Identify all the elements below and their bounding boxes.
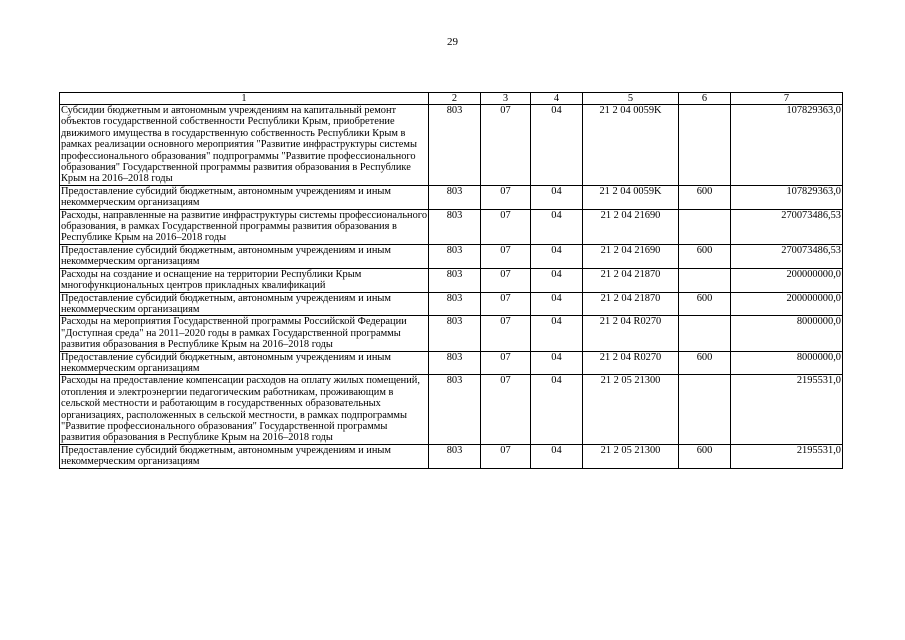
row-amount: 8000000,0	[731, 351, 843, 375]
budget-table	[59, 92, 843, 469]
row-description: Расходы на создание и оснащение на территории Республики Крым многофункциональных центров прикладных квалификаций	[60, 268, 429, 292]
row-expense-type: 600	[679, 244, 731, 268]
table-row	[60, 268, 843, 292]
row-description: Расходы на предоставление компенсации расходов на оплату жилых помещений, отопления и электроэнергии педагогическим работникам, проживающим в сельской местности и работающим в государственных образовательных организациях, расположенных в сельской местности, в рамках подпрограммы "Развитие профессионального образования" Государственной программы развития образования в Республике Крым на 2016–2018 годы	[60, 375, 429, 444]
row-section: 07	[481, 105, 531, 186]
row-section: 07	[481, 209, 531, 244]
column-header: 3	[481, 93, 531, 105]
row-amount: 2195531,0	[731, 375, 843, 444]
row-target: 21 2 04 21870	[583, 268, 679, 292]
table-row	[60, 105, 843, 186]
row-description: Расходы на мероприятия Государственной программы Российской Федерации "Доступная среда" на 2011–2020 годы в рамках Государственной программы развития образования в Республике Крым на 2016–2018 годы	[60, 316, 429, 351]
column-header: 1	[60, 93, 429, 105]
row-description: Предоставление субсидий бюджетным, автономным учреждениям и иным некоммерческим организациям	[60, 444, 429, 468]
row-target: 21 2 04 21870	[583, 292, 679, 316]
row-grbs: 803	[429, 316, 481, 351]
row-grbs: 803	[429, 185, 481, 209]
row-amount: 200000000,0	[731, 292, 843, 316]
row-target: 21 2 05 21300	[583, 375, 679, 444]
row-subsection: 04	[531, 292, 583, 316]
row-section: 07	[481, 316, 531, 351]
table-row	[60, 244, 843, 268]
row-expense-type	[679, 375, 731, 444]
row-subsection: 04	[531, 444, 583, 468]
row-subsection: 04	[531, 244, 583, 268]
row-amount: 8000000,0	[731, 316, 843, 351]
row-target: 21 2 04 0059K	[583, 105, 679, 186]
column-number-row	[60, 93, 843, 105]
table-row	[60, 375, 843, 444]
row-description: Субсидии бюджетным и автономным учреждениям на капитальный ремонт объектов государственной собственности Республики Крым, приобретение движимого имущества в государственную собственность Республики Крым в рамках реализации основного мероприятия "Развитие инфраструктуры системы профессионального образования" подпрограммы "Развитие профессионального образования" Государственной программы развития образования в Республике Крым на 2016–2018 годы	[60, 105, 429, 186]
column-header: 6	[679, 93, 731, 105]
table-row	[60, 292, 843, 316]
row-description: Расходы, направленные на развитие инфраструктуры системы профессионального образования, в рамках Государственной программы развития образования в Республике Крым на 2016–2018 годы	[61, 209, 428, 244]
row-grbs: 803	[429, 444, 481, 468]
row-target: 21 2 04 21690	[583, 209, 679, 244]
row-grbs: 803	[429, 351, 481, 375]
row-expense-type: 600	[679, 351, 731, 375]
row-subsection: 04	[531, 209, 583, 244]
row-section: 07	[481, 185, 531, 209]
row-amount: 2195531,0	[731, 444, 843, 468]
row-target: 21 2 04 21690	[583, 244, 679, 268]
column-header: 2	[429, 93, 481, 105]
row-grbs: 803	[429, 105, 481, 186]
row-subsection: 04	[531, 268, 583, 292]
row-subsection: 04	[531, 375, 583, 444]
row-section: 07	[481, 444, 531, 468]
row-section: 07	[481, 375, 531, 444]
row-target: 21 2 05 21300	[583, 444, 679, 468]
row-amount: 270073486,53	[731, 209, 843, 244]
column-header: 4	[531, 93, 583, 105]
page-number: 29	[447, 36, 458, 48]
row-grbs: 803	[429, 375, 481, 444]
row-description: Предоставление субсидий бюджетным, автономным учреждениям и иным некоммерческим организациям	[60, 292, 429, 316]
row-subsection: 04	[531, 105, 583, 186]
row-section: 07	[481, 351, 531, 375]
column-header: 5	[583, 93, 679, 105]
row-section: 07	[481, 292, 531, 316]
row-target: 21 2 04 0059K	[583, 185, 679, 209]
row-description: Предоставление субсидий бюджетным, автономным учреждениям и иным некоммерческим организациям	[60, 185, 429, 209]
column-header: 7	[731, 93, 843, 105]
table-row	[60, 351, 843, 375]
row-target: 21 2 04 R0270	[583, 351, 679, 375]
row-subsection: 04	[531, 316, 583, 351]
row-expense-type	[679, 105, 731, 186]
row-expense-type: 600	[679, 444, 731, 468]
row-subsection: 04	[531, 351, 583, 375]
row-expense-type	[679, 316, 731, 351]
row-description: Предоставление субсидий бюджетным, автономным учреждениям и иным некоммерческим организациям	[60, 244, 429, 268]
row-description: Предоставление субсидий бюджетным, автономным учреждениям и иным некоммерческим организациям	[60, 351, 429, 375]
row-amount: 107829363,0	[731, 185, 843, 209]
row-target: 21 2 04 R0270	[583, 316, 679, 351]
row-section: 07	[481, 244, 531, 268]
table-row	[60, 444, 843, 468]
table-row	[60, 316, 843, 351]
row-expense-type	[679, 268, 731, 292]
row-grbs: 803	[429, 209, 481, 244]
row-subsection: 04	[531, 185, 583, 209]
row-section: 07	[481, 268, 531, 292]
row-amount: 200000000,0	[731, 268, 843, 292]
table-row	[60, 209, 843, 244]
row-expense-type	[679, 209, 731, 244]
row-grbs: 803	[429, 292, 481, 316]
row-expense-type: 600	[679, 292, 731, 316]
row-amount: 270073486,53	[731, 244, 843, 268]
row-grbs: 803	[429, 244, 481, 268]
table-row	[60, 185, 843, 209]
row-expense-type: 600	[679, 185, 731, 209]
row-amount: 107829363,0	[731, 105, 843, 186]
row-grbs: 803	[429, 268, 481, 292]
